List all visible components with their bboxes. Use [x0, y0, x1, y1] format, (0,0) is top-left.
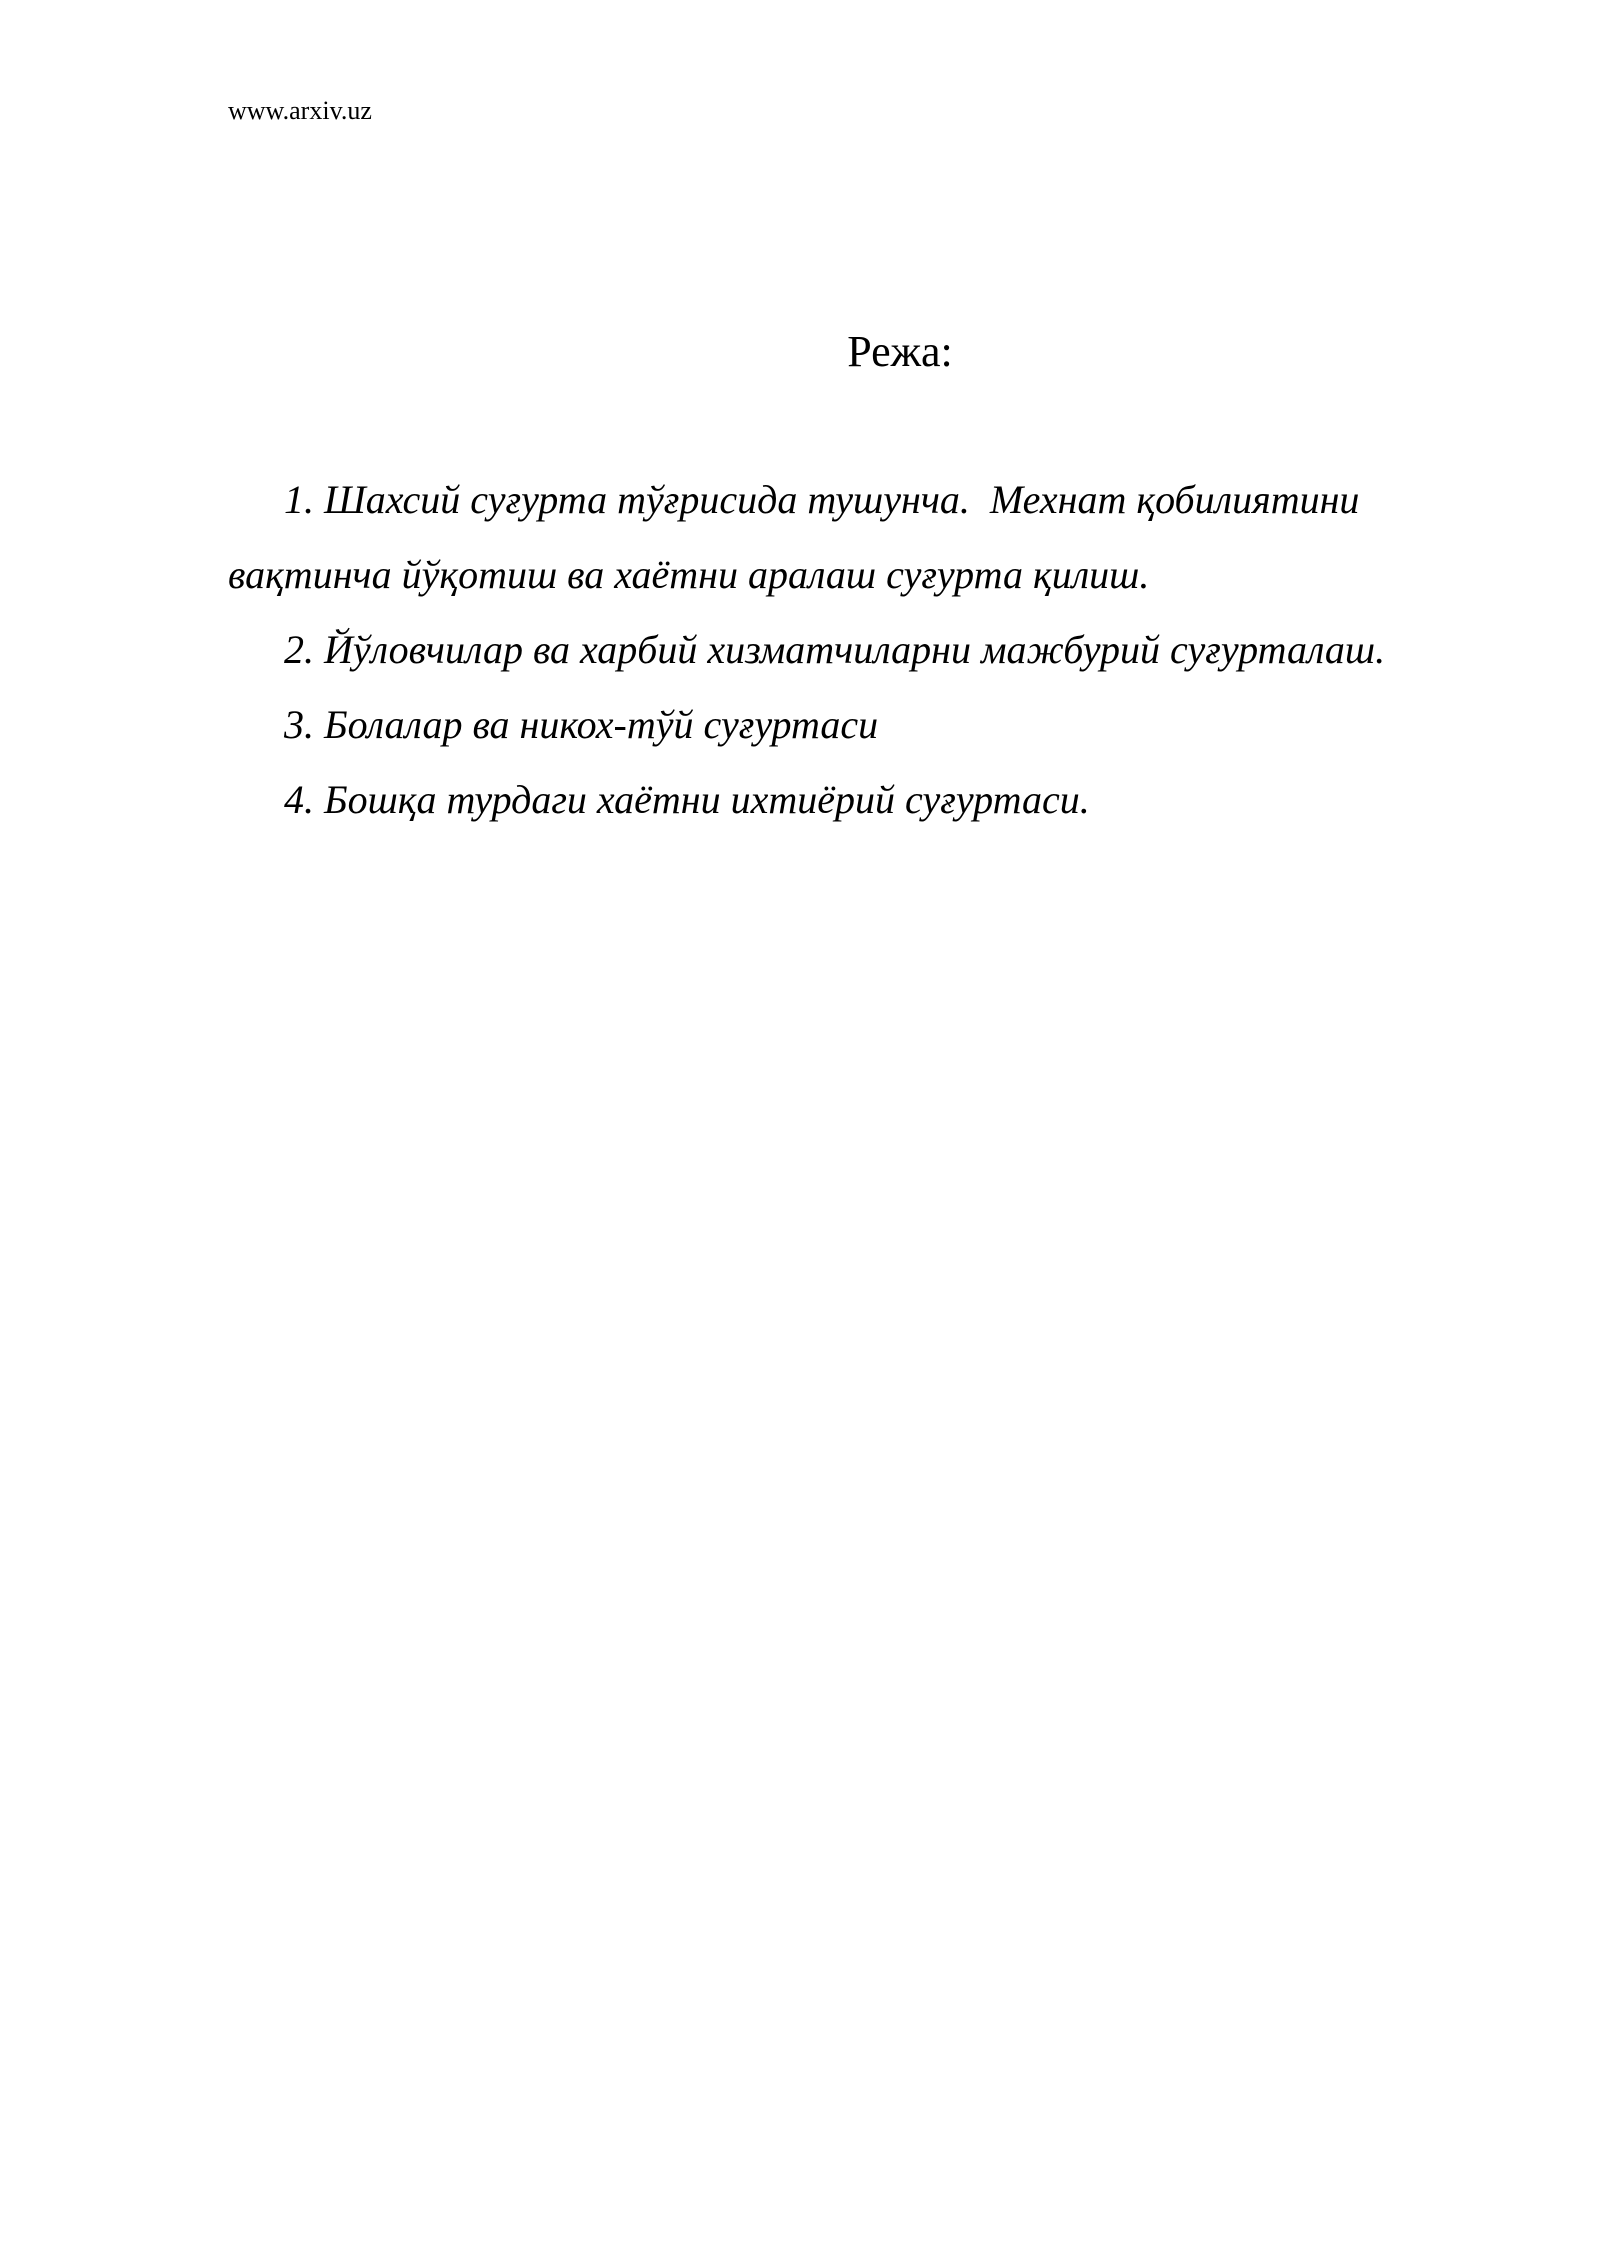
plan-item-1: 1. Шахсий суғурта тўғрисида тушунча. Мехнат қобилиятини вақтинча йўқотиш ва хаётни аралаш суғурта қилиш.	[228, 477, 1370, 597]
plan-item-3: 3. Болалар ва никох-тўй суғуртаси	[284, 702, 879, 747]
plan-item-4: 4. Бошқа турдаги хаётни ихтиёрий суғуртаси.	[284, 777, 1090, 822]
header-url: www.arxiv.uz	[228, 96, 372, 125]
plan-title: Режа:	[847, 327, 953, 376]
plan-list	[228, 462, 1478, 837]
plan-item-2: 2. Йўловчилар ва харбий хизматчиларни мажбурий суғурталаш.	[284, 627, 1386, 672]
